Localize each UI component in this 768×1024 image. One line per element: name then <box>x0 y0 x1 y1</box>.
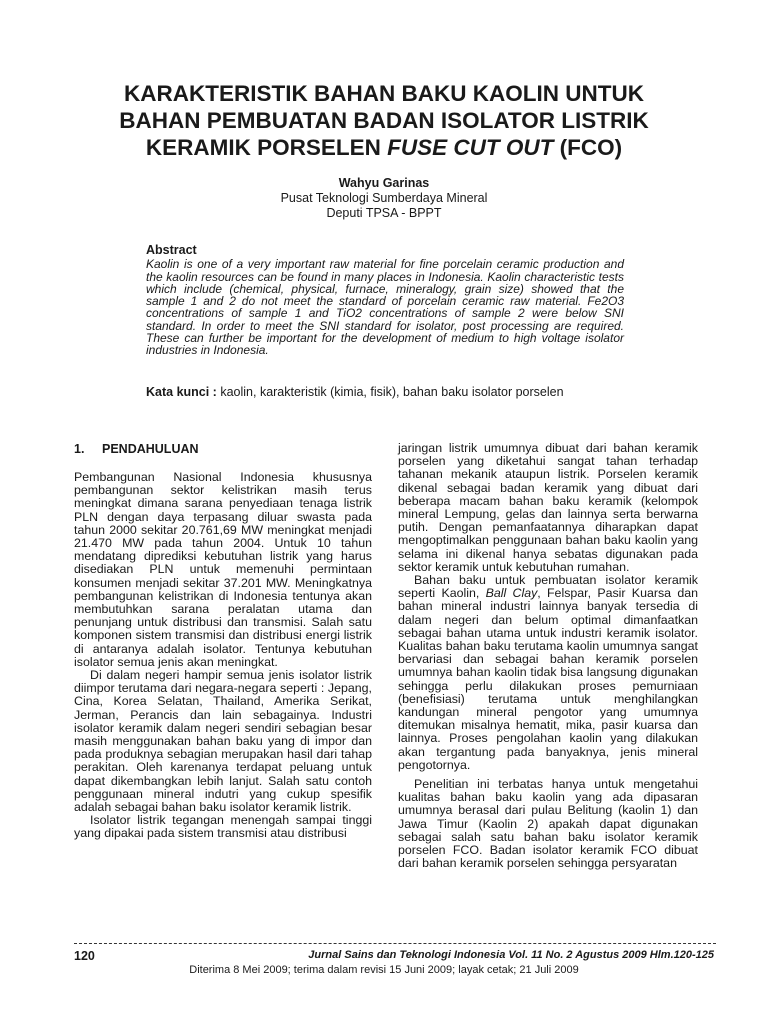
author-name: Wahyu Garinas <box>338 176 430 190</box>
abstract-text: Kaolin is one of a very important raw material for fine porcelain ceramic production and the kaolin resources can be found in many places in Indonesia. Kaolin characteristic tests which include (chemical, physical, furnace, mineralogy, grain size) showed that the sample 1 and 2 do not meet the standard of porcelain ceramic raw material. Fe2O3 concentrations of sample 1 and TiO2 concentrations of sample 2 were below SNI standard. In order to meet the SNI standard for isolator, post processing are required. These can further be important for the development of medium to high voltage isolator industries in Indonesia. <box>146 257 624 357</box>
footer-divider <box>74 943 716 944</box>
title-line-3-italic: FUSE CUT OUT <box>387 135 554 160</box>
author-block <box>100 176 668 221</box>
abstract-block <box>146 244 624 356</box>
title-line-1: KARAKTERISTIK BAHAN BAKU KAOLIN UNTUK <box>124 81 644 106</box>
right-paragraph-2-prefix: Bahan baku untuk pembuatan isolator keramik seperti Kaolin, <box>398 573 698 601</box>
right-column <box>398 442 698 871</box>
section-number: 1. <box>74 442 85 456</box>
left-paragraph-1: Pembangunan Nasional Indonesia khususnya pembangunan sektor kelistrikan masih terus meningkat dimana sarana penyediaan tenaga listrik PLN dengan daya terpasang diluar swasta pada tahun 2000 sekitar 20.761,69 MW meningkat menjadi 21.470 MW pada tahun 2004. Untuk 10 tahun mendatang diprediksi kebutuhan listrik yang harus disediakan PLN untuk memenuhi permintaan konsumen menjadi sekitar 37.201 MW. Meningkatnya pembangunan kelistrikan di Indonesia tentunya akan membutuhkan sarana peralatan utama dan penunjang untuk distribusi dan transmisi. Salah satu komponen sistem transmisi dan distribusi energi listrik di antaranya adalah isolator. Tentunya kebutuhan isolator semua jenis akan meningkat. <box>74 470 372 669</box>
title-line-3-prefix: KERAMIK PORSELEN <box>145 135 388 160</box>
paper-title <box>60 80 708 161</box>
keywords-text: kaolin, karakteristik (kimia, fisik), bahan baku isolator porselen <box>216 385 564 399</box>
title-line-3-suffix: (FCO) <box>553 135 623 160</box>
section-heading <box>74 442 372 456</box>
keywords-line <box>146 385 646 400</box>
right-paragraph-2 <box>398 574 698 772</box>
abstract-heading: Abstract <box>146 243 197 257</box>
left-paragraph-3: Isolator listrik tegangan menengah sampai tinggi yang dipakai pada sistem transmisi atau distribusi <box>74 813 372 841</box>
page-number: 120 <box>74 949 95 963</box>
author-affiliation-2: Deputi TPSA - BPPT <box>326 206 442 220</box>
left-paragraph-2: Di dalam negeri hampir semua jenis isolator listrik diimpor terutama dari negara-negara seperti : Jepang, Cina, Korea Selatan, Thailand, Amerika Serikat, Jerman, Perancis dan lain sebagainya. Industri isolator keramik dalam negeri sendiri sebagian besar masih menggunakan bahan baku yang di impor dan pada produknya sebagian merupakan hasil dari tahap perakitan. Oleh karenanya terdapat peluang untuk dapat dikembangkan lebih lanjut. Salah satu contoh penggunaan mineral indutri yang cukup spesifik adalah sebagai bahan baku isolator keramik listrik. <box>74 668 372 815</box>
title-line-2: BAHAN PEMBUATAN BADAN ISOLATOR LISTRIK <box>119 108 649 133</box>
right-paragraph-3: Penelitian ini terbatas hanya untuk mengetahui kualitas bahan baku kaolin yang ada dipasaran umumnya berasal dari pulau Belitung (kaolin 1) dan Jawa Timur (Kaolin 2) apakah dapat digunakan sebagai salah satu bahan baku isolator keramik porselen FCO. Badan isolator keramik FCO dibuat dari bahan keramik porselen sehingga persyaratan <box>398 777 698 871</box>
journal-citation: Jurnal Sains dan Teknologi Indonesia Vol. 11 No. 2 Agustus 2009 Hlm.120-125 <box>308 949 714 961</box>
left-column <box>74 442 372 841</box>
section-title: PENDAHULUAN <box>102 442 199 456</box>
keywords-label: Kata kunci : <box>146 385 217 399</box>
publication-dates: Diterima 8 Mei 2009; terima dalam revisi 15 Juni 2009; layak cetak; 21 Juli 2009 <box>189 964 579 976</box>
right-paragraph-2-italic: Ball Clay <box>485 586 538 601</box>
author-affiliation-1: Pusat Teknologi Sumberdaya Mineral <box>280 191 488 205</box>
right-paragraph-2-suffix: , Felspar, Pasir Kuarsa dan bahan mineral industri lainnya banyak tersedia di dalam negeri dan belum optimal dimanfaatkan sebagai bahan utama untuk industri keramik isolator. Kualitas bahan baku terutama kaolin umumnya sangat bervariasi dan sebagai bahan keramik porselen umumnya bahan kaolin tidak bisa langsung digunakan sehingga perlu dilakukan proses pemurniaan (benefisiasi) terutama untuk menghilangkan kandungan mineral pengotor yang umumnya ditemukan misalnya hematit, mika, pasir kuarsa dan lainnya. Proses pengolahan kaolin yang dilakukan akan tergantung pada banyaknya, jenis mineral pengotornya. <box>398 586 698 772</box>
right-paragraph-1: jaringan listrik umumnya dibuat dari bahan keramik porselen yang diketahui sangat tahan terhadap tahanan mekanik ataupun listrik. Porselen keramik dikenal sebagai badan keramik yang dibuat dari beberapa macam bahan baku keramik (kelompok mineral Lempung, gelas dan lainnya serta berwarna putih. Dengan pemanfaatannya diharapkan dapat mengoptimalkan penggunaan bahan baku kaolin yang selama ini dikenal hanya sebatas digunakan pada sektor keramik untuk kebutuhan rumahan. <box>398 441 698 574</box>
title-line-3 <box>60 134 708 161</box>
